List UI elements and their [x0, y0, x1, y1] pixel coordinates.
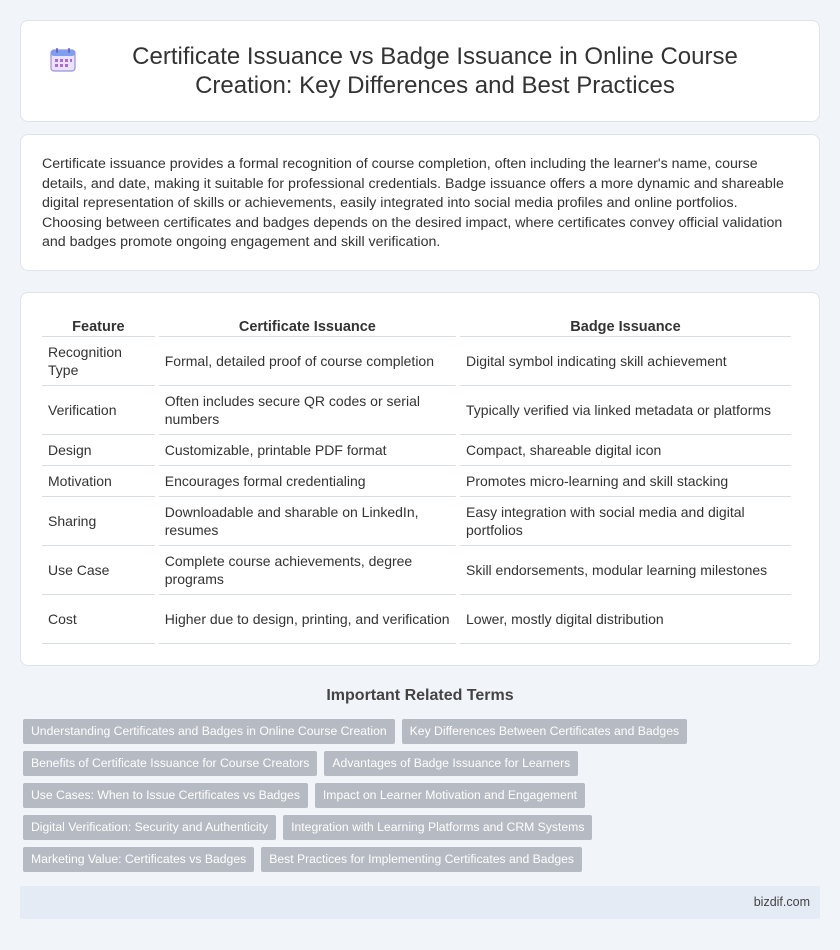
- related-term-tag[interactable]: Integration with Learning Platforms and CRM Systems: [283, 815, 592, 840]
- table-row: [42, 386, 791, 435]
- column-header-certificate: Certificate Issuance: [159, 315, 456, 337]
- table-cell: Verification: [42, 386, 155, 435]
- table-header-row: [42, 315, 791, 337]
- related-term-tag[interactable]: Best Practices for Implementing Certificates and Badges: [261, 847, 582, 872]
- table-row: [42, 497, 791, 546]
- related-term-tag[interactable]: Key Differences Between Certificates and Badges: [402, 719, 687, 744]
- table-cell: Design: [42, 435, 155, 466]
- related-terms-heading: Important Related Terms: [326, 687, 514, 704]
- table-cell: Easy integration with social media and digital portfolios: [460, 497, 791, 546]
- title-card: [20, 20, 820, 122]
- table-cell: Often includes secure QR codes or serial numbers: [159, 386, 456, 435]
- table-cell: Downloadable and sharable on LinkedIn, resumes: [159, 497, 456, 546]
- related-term-tag[interactable]: Understanding Certificates and Badges in Online Course Creation: [23, 719, 395, 744]
- table-cell: Formal, detailed proof of course completion: [159, 337, 456, 386]
- table-cell: Digital symbol indicating skill achievement: [460, 337, 791, 386]
- related-term-tag[interactable]: Use Cases: When to Issue Certificates vs Badges: [23, 783, 308, 808]
- table-cell: Cost: [42, 595, 155, 644]
- related-term-tag[interactable]: Impact on Learner Motivation and Engagement: [315, 783, 585, 808]
- related-terms-list: [23, 719, 803, 879]
- table-row: [42, 546, 791, 595]
- table-row: [42, 466, 791, 497]
- related-term-tag[interactable]: Marketing Value: Certificates vs Badges: [23, 847, 254, 872]
- table-row: [42, 337, 791, 386]
- footer: [20, 886, 820, 919]
- comparison-table: [38, 315, 795, 644]
- intro-card: [20, 134, 820, 271]
- table-row: [42, 595, 791, 644]
- table-cell: Customizable, printable PDF format: [159, 435, 456, 466]
- table-cell: Sharing: [42, 497, 155, 546]
- table-cell: Promotes micro-learning and skill stacking: [460, 466, 791, 497]
- site-name[interactable]: bizdif.com: [753, 895, 810, 909]
- page-title: Certificate Issuance vs Badge Issuance in Online Course Creation: Key Differences and Best Practices: [132, 43, 738, 99]
- table-cell: Higher due to design, printing, and verification: [159, 595, 456, 644]
- table-row: [42, 435, 791, 466]
- table-cell: Skill endorsements, modular learning milestones: [460, 546, 791, 595]
- table-cell: Use Case: [42, 546, 155, 595]
- table-cell: Encourages formal credentialing: [159, 466, 456, 497]
- comparison-card: [20, 292, 820, 666]
- intro-paragraph: Certificate issuance provides a formal recognition of course completion, often including the learner's name, course details, and date, making it suitable for professional credentials. Badge issuance offers a more dynamic and shareable digital representation of skills or achievements, easily integrated into social media profiles and online portfolios. Choosing between certificates and badges depends on the desired impact, where certificates convey official validation and badges promote ongoing engagement and skill verification.: [42, 156, 784, 250]
- column-header-badge: Badge Issuance: [460, 315, 791, 337]
- table-cell: Typically verified via linked metadata or platforms: [460, 386, 791, 435]
- related-term-tag[interactable]: Digital Verification: Security and Authenticity: [23, 815, 276, 840]
- table-cell: Complete course achievements, degree programs: [159, 546, 456, 595]
- table-cell: Recognition Type: [42, 337, 155, 386]
- table-cell: Compact, shareable digital icon: [460, 435, 791, 466]
- related-term-tag[interactable]: Benefits of Certificate Issuance for Course Creators: [23, 751, 317, 776]
- related-term-tag[interactable]: Advantages of Badge Issuance for Learners: [324, 751, 578, 776]
- table-cell: Motivation: [42, 466, 155, 497]
- column-header-feature: Feature: [42, 315, 155, 337]
- table-cell: Lower, mostly digital distribution: [460, 595, 791, 644]
